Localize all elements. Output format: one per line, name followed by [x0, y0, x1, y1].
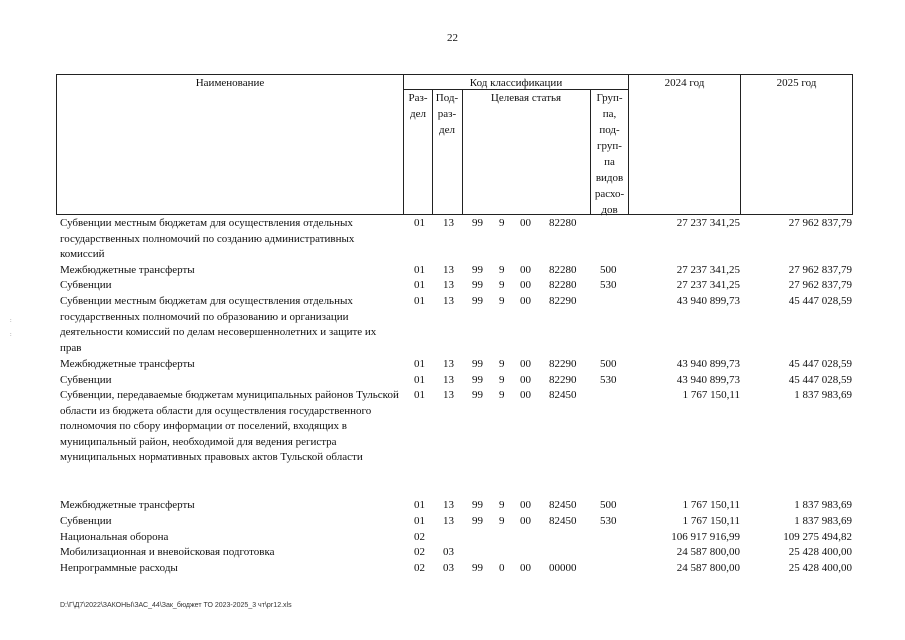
header-2025-cell [740, 74, 853, 215]
header-target: Целевая статья [490, 92, 562, 104]
row-name: Национальная оборона [60, 531, 169, 543]
row-name: Мобилизационная и вневойсковая подготовка [60, 546, 275, 558]
header-razdel: Раз- дел [408, 92, 428, 120]
row-name: Непрограммные расходы [60, 562, 178, 574]
header-2024: 2024 год [664, 77, 705, 89]
header-name: Наименование [195, 77, 265, 89]
page-number: 22 [447, 32, 458, 44]
row-name: Субвенции [60, 374, 112, 386]
row-name: Субвенции местным бюджетам для осуществления отдельных государственных полномочий по образованию и организации деятельности комиссий по делам несовершеннолетних и защите их прав [60, 295, 377, 354]
row-name: Субвенции, передаваемые бюджетам муниципальных районов Тульской области из бюджета области для осуществления государственного полномочия по сбору информации от поселений, входящих в муниципальный район, необходимой для ведения регистра муниципальных нормативных правовых актов Тульской области [60, 389, 399, 463]
header-podrazdel: Под- раз- дел [435, 92, 459, 136]
row-name: Субвенции [60, 279, 112, 291]
row-name: Субвенции [60, 515, 112, 527]
header-2024-cell [628, 74, 741, 215]
header-name-cell [56, 74, 404, 215]
header-group: Груп- па, под- груп- па видов расхо- дов [594, 92, 625, 216]
header-2025: 2025 год [776, 77, 817, 89]
header-code: Код классификации [469, 77, 563, 89]
scan-mark: : [10, 332, 12, 338]
scan-mark: : [10, 318, 12, 324]
footer-file-path: D:\Г\Д7\2022\ЗАКОНЫ\ЗАС_44\Зак_бюджет ТО 2023-2025_3 чт\рг12.xls [60, 602, 292, 609]
row-name: Межбюджетные трансферты [60, 358, 195, 370]
row-name: Межбюджетные трансферты [60, 264, 195, 276]
divider-podrazdel [462, 89, 463, 215]
row-name: Межбюджетные трансферты [60, 499, 195, 511]
row-name: Субвенции местным бюджетам для осуществления отдельных государственных полномочий по созданию административных комиссий [60, 217, 355, 260]
